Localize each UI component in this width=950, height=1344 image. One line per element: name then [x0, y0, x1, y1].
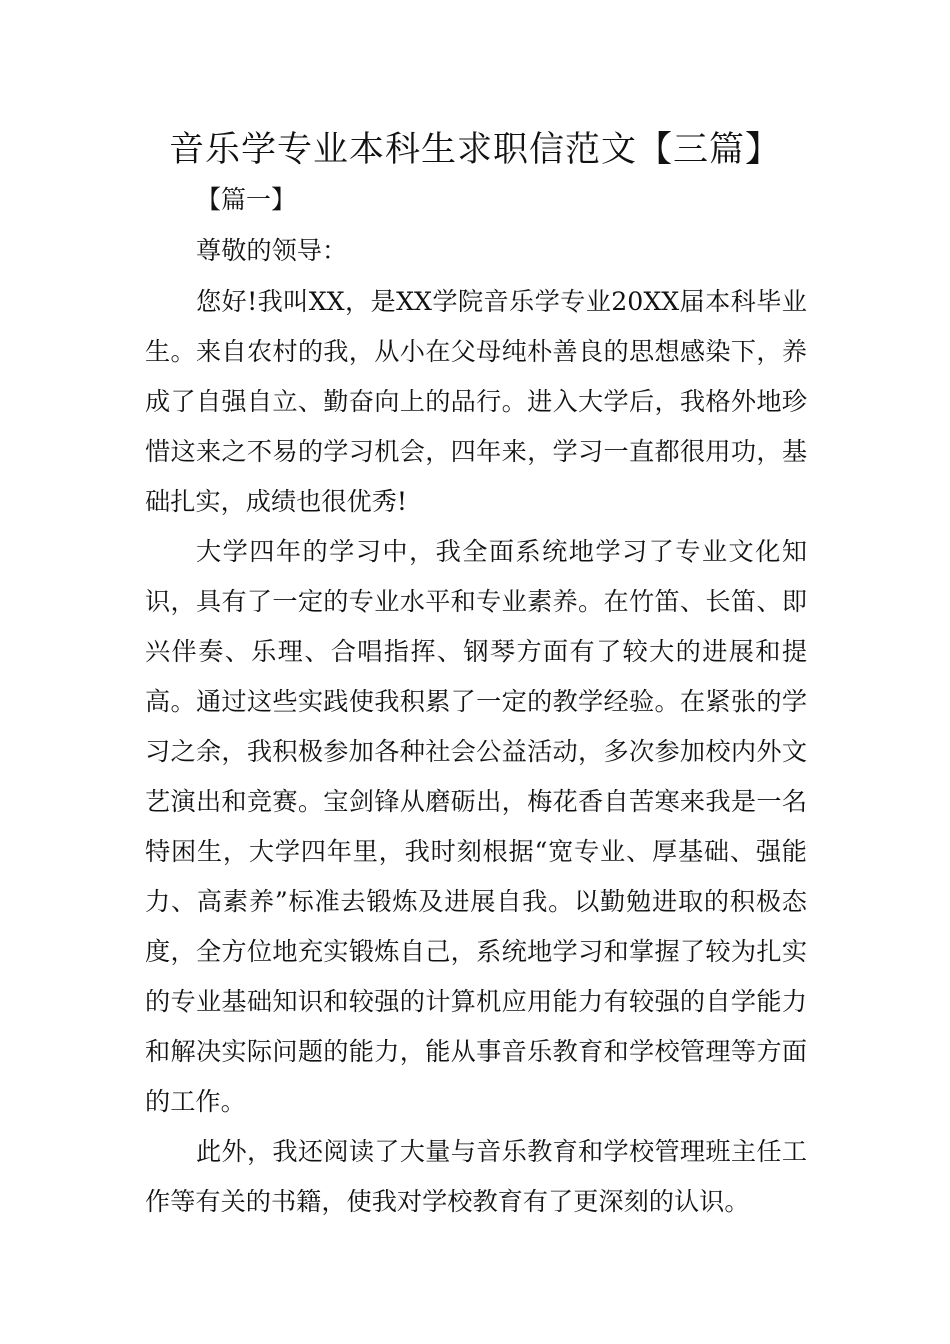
- letter-body: [145, 226, 807, 1227]
- salutation: 尊敬的领导：: [196, 236, 348, 265]
- paragraph-1: 您好!我叫XX，是XX学院音乐学专业20XX届本科毕业生。来自农村的我，从小在父母纯朴善良的思想感染下，养成了自强自立、勤奋向上的品行。进入大学后，我格外地珍惜这来之不易的学习机会，四年来，学习一直都很用功，基础扎实，成绩也很优秀!: [145, 287, 807, 516]
- paragraph-3: 此外，我还阅读了大量与音乐教育和学校管理班主任工作等有关的书籍，使我对学校教育有了更深刻的认识。: [145, 1137, 807, 1216]
- section-label: 【篇一】: [196, 185, 297, 214]
- document-title: 音乐学专业本科生求职信范文【三篇】: [168, 130, 781, 170]
- paragraph-2: 大学四年的学习中，我全面系统地学习了专业文化知识，具有了一定的专业水平和专业素养。在竹笛、长笛、即兴伴奏、乐理、合唱指挥、钢琴方面有了较大的进展和提高。通过这些实践使我积累了一定的教学经验。在紧张的学习之余，我积极参加各种社会公益活动，多次参加校内外文艺演出和竞赛。宝剑锋从磨砺出，梅花香自苦寒来我是一名特困生，大学四年里，我时刻根据“宽专业、厚基础、强能力、高素养”标准去锻炼及进展自我。以勤勉进取的积极态度，全方位地充实锻炼自己，系统地学习和掌握了较为扎实的专业基础知识和较强的计算机应用能力有较强的自学能力和解决实际问题的能力，能从事音乐教育和学校管理等方面的工作。: [145, 537, 807, 1116]
